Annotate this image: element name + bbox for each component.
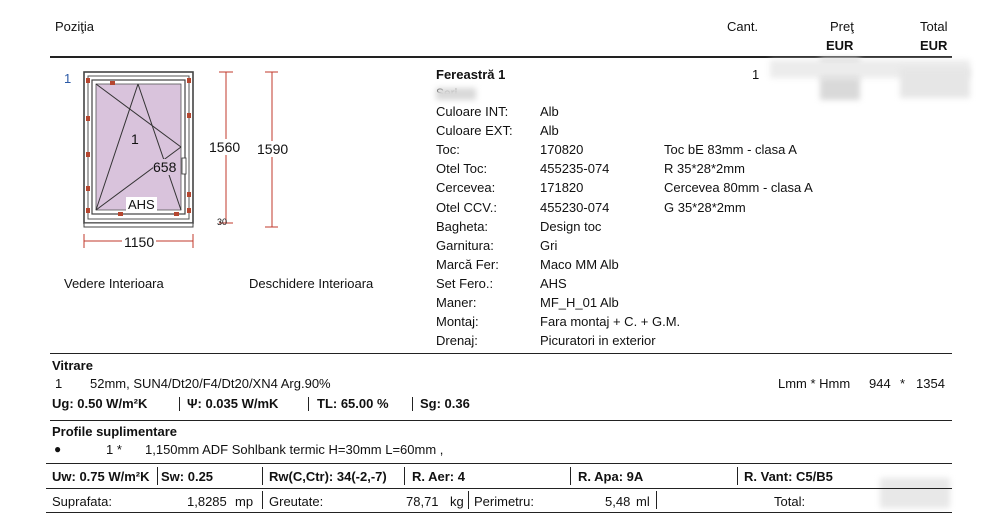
- summary-rw: Rw(C,Ctr): 34(-2,-7): [269, 469, 387, 484]
- outer-height-label: 1590: [257, 141, 289, 157]
- profile-qty: 1 *: [106, 442, 122, 457]
- spec-extra: Toc bE 83mm - clasa A: [664, 142, 797, 158]
- spec-label: Culoare EXT:: [436, 123, 513, 139]
- spec-value: 170820: [540, 142, 584, 158]
- weight-unit: kg: [450, 494, 464, 509]
- glazing-width: 944: [869, 376, 891, 391]
- glazing-ug: Ug: 0.50 W/m²K: [52, 396, 148, 411]
- spec-value: Maco MM Alb: [540, 256, 619, 272]
- spec-extra: Cercevea 80mm - clasa A: [664, 180, 813, 196]
- glazing-times: *: [900, 376, 906, 391]
- header-price: Preţ: [830, 19, 854, 34]
- spec-value: 455230-074: [540, 199, 610, 215]
- total-label: Total:: [774, 494, 806, 509]
- header-total-currency: EUR: [920, 38, 948, 53]
- spec-label: Drenaj:: [436, 333, 478, 349]
- spec-value: Alb: [540, 123, 559, 139]
- handle-icon: [182, 158, 186, 174]
- divider: [50, 420, 952, 421]
- profile-bullet: ●: [54, 442, 62, 456]
- header-divider: [50, 56, 952, 58]
- summary-sw: Sw: 0.25: [161, 469, 214, 484]
- window-sill: [84, 223, 193, 227]
- spec-label: Bagheta:: [436, 218, 489, 234]
- profiles-title: Profile suplimentare: [52, 424, 177, 439]
- summary-apa: R. Apa: 9A: [578, 469, 644, 484]
- width-label: 1150: [124, 234, 155, 250]
- divider: [50, 353, 952, 354]
- redacted-blur: [900, 68, 970, 98]
- spec-value: Alb: [540, 104, 559, 119]
- sill-label: 30: [217, 217, 228, 227]
- header-qty: Cant.: [727, 19, 759, 34]
- redacted-blur: [820, 78, 860, 100]
- spec-value: AHS: [540, 275, 567, 291]
- redacted-blur: [436, 88, 476, 100]
- sash-number: 1: [131, 131, 139, 147]
- item-index: 1: [64, 71, 72, 86]
- hardware-label: AHS: [128, 197, 155, 212]
- perimeter-label: Perimetru:: [474, 494, 534, 509]
- spec-value: Fara montaj + C. + G.M.: [540, 314, 681, 330]
- spec-value: Picuratori in exterior: [540, 333, 656, 349]
- view-interior-label: Vedere Interioara: [64, 276, 164, 291]
- inner-height-label: 1560: [209, 139, 241, 155]
- spec-label: Cercevea:: [436, 180, 496, 196]
- weight-value: 78,71: [406, 494, 439, 509]
- sash-height-label: 658: [153, 159, 177, 175]
- glazing-psi: Ψ: 0.035 W/mK: [187, 396, 279, 411]
- glazing-title: Vitrare: [52, 358, 93, 373]
- spec-label: Culoare INT:: [436, 104, 509, 119]
- summary-vant: R. Vant: C5/B5: [744, 469, 833, 484]
- summary-uw: Uw: 0.75 W/m²K: [52, 469, 150, 484]
- spec-label: Marcă Fer:: [436, 256, 499, 272]
- spec-label: Garnitura:: [436, 237, 494, 253]
- glazing-dims-label: Lmm * Hmm: [778, 376, 851, 391]
- divider: [46, 512, 952, 513]
- area-label: Suprafata:: [52, 494, 112, 509]
- item-title: Fereastră 1: [436, 67, 506, 82]
- window-drawing: [78, 68, 278, 248]
- spec-label: Set Fero.:: [436, 275, 494, 291]
- summary-aer: R. Aer: 4: [412, 469, 465, 484]
- glazing-sg: Sg: 0.36: [420, 396, 470, 411]
- glazing-height: 1354: [916, 376, 945, 391]
- header-price-currency: EUR: [826, 38, 854, 53]
- spec-value: Gri: [540, 237, 558, 253]
- redacted-blur: [880, 478, 950, 508]
- spec-label: Otel Toc:: [436, 161, 488, 177]
- spec-extra: R 35*28*2mm: [664, 161, 745, 177]
- spec-value: 455235-074: [540, 161, 610, 177]
- glazing-desc: 52mm, SUN4/Dt20/F4/Dt20/XN4 Arg.90%: [90, 376, 331, 391]
- window-glass: [96, 84, 181, 210]
- header-position: Poziţia: [55, 19, 95, 34]
- spec-label: Otel CCV.:: [436, 199, 497, 215]
- profile-desc: 1,150mm ADF Sohlbank termic H=30mm L=60mm ,: [145, 442, 444, 457]
- glazing-index: 1: [55, 376, 63, 391]
- area-unit: mp: [235, 494, 254, 509]
- perimeter-value: 5,48: [605, 494, 631, 509]
- spec-label: Maner:: [436, 295, 477, 310]
- spec-value: MF_H_01 Alb: [540, 295, 619, 310]
- spec-value: 171820: [540, 180, 584, 196]
- spec-value: Design toc: [540, 218, 602, 234]
- perimeter-unit: ml: [636, 494, 650, 509]
- spec-label: Toc:: [436, 142, 460, 158]
- spec-extra: G 35*28*2mm: [664, 199, 746, 215]
- weight-label: Greutate:: [269, 494, 324, 509]
- area-value: 1,8285: [187, 494, 227, 509]
- divider: [46, 463, 952, 464]
- spec-label: Montaj:: [436, 314, 479, 330]
- opening-interior-label: Deschidere Interioara: [249, 276, 374, 291]
- header-total: Total: [920, 19, 948, 34]
- glazing-tl: TL: 65.00 %: [317, 396, 389, 411]
- divider: [46, 488, 952, 489]
- item-qty: 1: [752, 67, 760, 82]
